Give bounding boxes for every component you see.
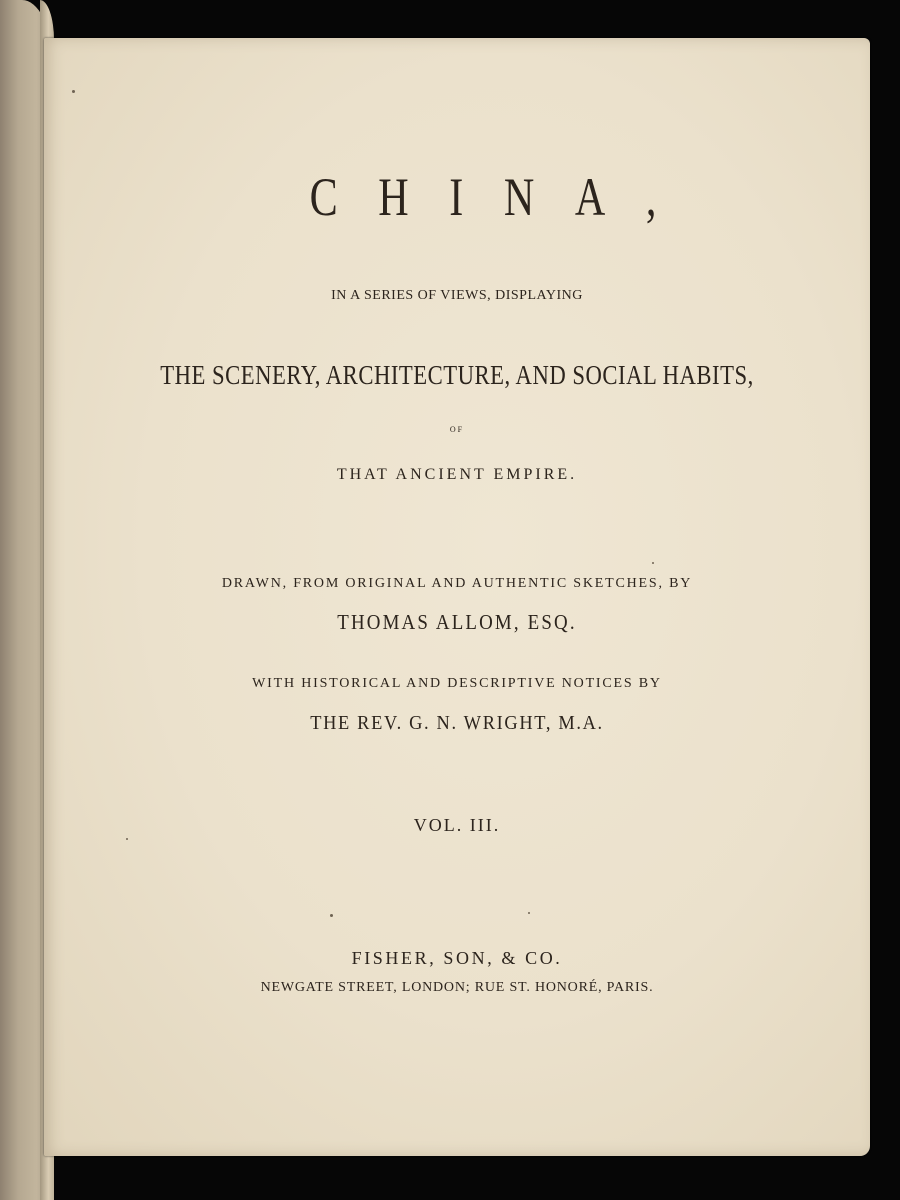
paper-speck [330, 914, 333, 917]
subtitle-ancient-empire: THAT ANCIENT EMPIRE. [336, 466, 578, 483]
drawn-by-line: DRAWN, FROM ORIGINAL AND AUTHENTIC SKETCHES, BY [221, 576, 693, 591]
paper-speck [528, 912, 530, 914]
subtitle-scenery: THE SCENERY, ARCHITECTURE, AND SOCIAL HABITS, [160, 360, 754, 390]
paper-speck [126, 838, 128, 840]
publisher-address: NEWGATE STREET, LONDON; RUE ST. HONORÉ, PARIS. [260, 980, 654, 995]
subtitle-conjunction: OF [449, 425, 465, 434]
notices-line: WITH HISTORICAL AND DESCRIPTIVE NOTICES BY [252, 676, 662, 691]
title-page [44, 38, 870, 1156]
subtitle-series-of-views: IN A SERIES OF VIEWS, DISPLAYING [331, 288, 583, 303]
publisher-name: FISHER, SON, & CO. [351, 948, 563, 968]
author-name: THE REV. G. N. WRIGHT, M.A. [310, 712, 604, 734]
artist-name: THOMAS ALLOM, ESQ. [337, 610, 577, 634]
paper-speck [72, 90, 75, 93]
main-title: CHINA, [309, 167, 697, 227]
paper-speck [652, 562, 654, 564]
volume-number: VOL. III. [413, 815, 501, 835]
